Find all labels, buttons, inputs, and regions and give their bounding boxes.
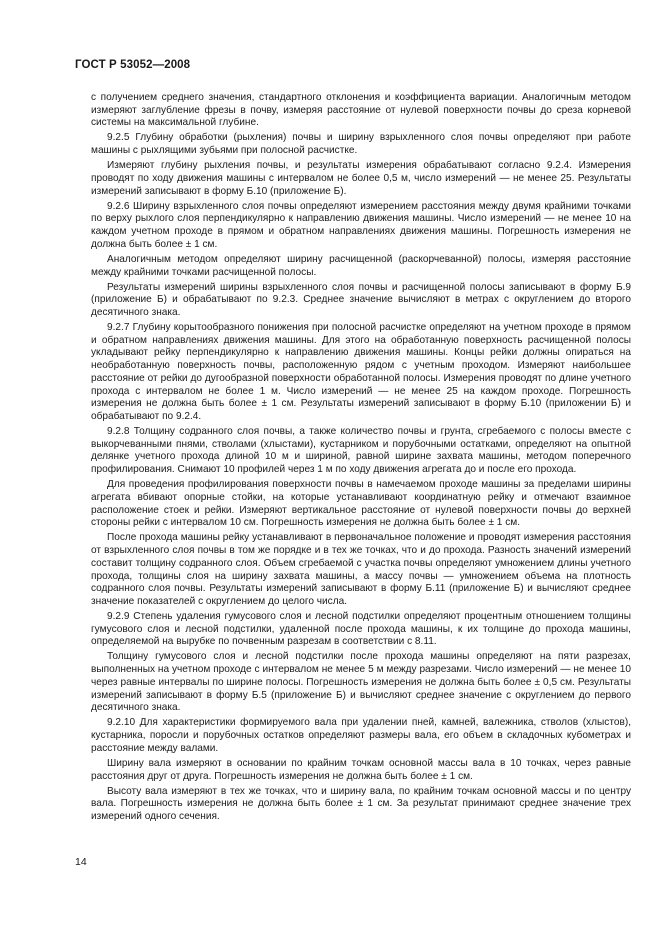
paragraph: Толщину гумусового слоя и лесной подстилки после прохода машины определяют на пяти разрезах, выполненных на учетном проходе с интервалом не менее 5 м между разрезами. Число измерений — не менее 10 через равные интервалы по ширине полосы. Погрешность измерения не должна быть более ± 0,5 см. Результаты измерений записывают в форму Б.5 (приложение Б) и вычисляют среднее значение с округлением до первого десятичного знака. bbox=[91, 651, 631, 714]
paragraph: 9.2.6 Ширину взрыхленного слоя почвы определяют измерением расстояния между двумя крайними точками по верху рыхлого слоя перпендикулярно к направлению движения машины. Число измерений — не менее 10 на каждом учетном проходе в прямом и обратном направлениях движения машины. Погрешность измерения не должна быть более ± 1 см. bbox=[91, 200, 631, 250]
paragraph: Аналогичным методом определяют ширину расчищенной (раскорчеванной) полосы, измеряя расстояние между крайними точками расчищенной полосы. bbox=[91, 253, 631, 278]
paragraph: 9.2.7 Глубину корытообразного понижения при полосной расчистке определяют на учетном проходе в прямом и обратном направлениях движения машины. Для этого на обработанную поверхность расчищенной полосы укладывают рейку перпендикулярно к направлению движения машины. Концы рейки должны опираться на необработанную поверхность почвы, расположенную рядом с учетным проходом. Измеряют наибольшее расстояние от рейки до дугообразной поверхности обработанной полосы. Измерения проводят по длине учетного прохода с интервалом не более 1 м. Число измерений — не менее 25 на каждом проходе. Погрешность измерения не должна быть более ± 1 см. Результаты измерений записывают в форму Б.10 (приложении Б) и обрабатывают по 9.2.4. bbox=[91, 322, 631, 423]
paragraph: 9.2.8 Толщину содранного слоя почвы, а также количество почвы и грунта, сгребаемого с полосы вместе с выкорчеванными пнями, стволами (хлыстами), кустарником и порубочными остатками, определяют на опытной делянке учетного прохода длиной 10 м и шириной, равной ширине захвата машины, методом поперечного профилирования. Снимают 10 профилей через 1 м по ходу движения агрегата до и после его прохода. bbox=[91, 426, 631, 476]
paragraph: с получением среднего значения, стандартного отклонения и коэффициента вариации. Аналогичным методом измеряют заглубление фрезы в почву, измеряя расстояние от нулевой поверхности почвы до среза корневой системы на максимальной глубине. bbox=[91, 92, 631, 129]
document-header: ГОСТ Р 53052—2008 bbox=[75, 59, 191, 71]
body-text bbox=[91, 92, 631, 824]
paragraph: 9.2.10 Для характеристики формируемого вала при удалении пней, камней, валежника, стволов (хлыстов), кустарника, поросли и порубочных остатков определяют размеры вала, его объем в складочных кубометрах и расстояние между валами. bbox=[91, 717, 631, 754]
paragraph: Ширину вала измеряют в основании по крайним точкам основной массы вала в 10 точках, через равные расстояния друг от друга. Погрешность измерения не должна быть более ± 1 см. bbox=[91, 757, 631, 782]
paragraph: Высоту вала измеряют в тех же точках, что и ширину вала, по крайним точкам основной массы и по центру вала. Погрешность измерения не должна быть более ± 1 см. За результат принимают среднее значение трех измерений одного сечения. bbox=[91, 785, 631, 822]
paragraph: Результаты измерений ширины взрыхленного слоя почвы и расчищенной полосы записывают в форму Б.9 (приложение Б) и обрабатывают по 9.2.3. Среднее значение вычисляют в метрах с округлением до второго десятичного знака. bbox=[91, 281, 631, 318]
paragraph: 9.2.5 Глубину обработки (рыхления) почвы и ширину взрыхленного слоя почвы определяют при работе машины с рыхлящими зубьями при полосной расчистке. bbox=[91, 132, 631, 157]
paragraph: После прохода машины рейку устанавливают в первоначальное положение и проводят измерения расстояния от взрыхленного слоя почвы в том же порядке и в тех же точках, что и до прохода. Разность значений измерений составит толщину содранного слоя. Объем сгребаемой с участка почвы определяют умножением длины учетного прохода, толщины слоя на ширину захвата машины, а массу почвы — умножением объема на плотность содранного слоя почвы. Результаты измерений записывают в форму Б.11 (приложение Б) и вычисляют среднее значение показателей с округлением до целого числа. bbox=[91, 532, 631, 607]
page-number: 14 bbox=[75, 856, 87, 868]
paragraph: Измеряют глубину рыхления почвы, и результаты измерения обрабатывают согласно 9.2.4. Измерения проводят по ходу движения машины с интервалом не более 0,5 м, число измерений — не менее 25. Результаты измерений записывают в форму Б.10 (приложение Б). bbox=[91, 160, 631, 197]
paragraph: Для проведения профилирования поверхности почвы в намечаемом проходе машины за пределами ширины агрегата вбивают опорные стойки, на которые устанавливают координатную рейку и отмечают взаимное расположение стоек и рейки. Измеряют вертикальное расстояние от нулевой поверхности почвы до верхней стороны рейки с интервалом 10 см. Погрешность измерения не должна быть более ± 1 см. bbox=[91, 479, 631, 529]
paragraph: 9.2.9 Степень удаления гумусового слоя и лесной подстилки определяют процентным отношением толщины гумусового слоя и лесной подстилки, удаленной после прохода машины, к их толщине до прохода машины, определяемой на вырубке по почвенным разрезам в соответствии с 8.11. bbox=[91, 611, 631, 648]
